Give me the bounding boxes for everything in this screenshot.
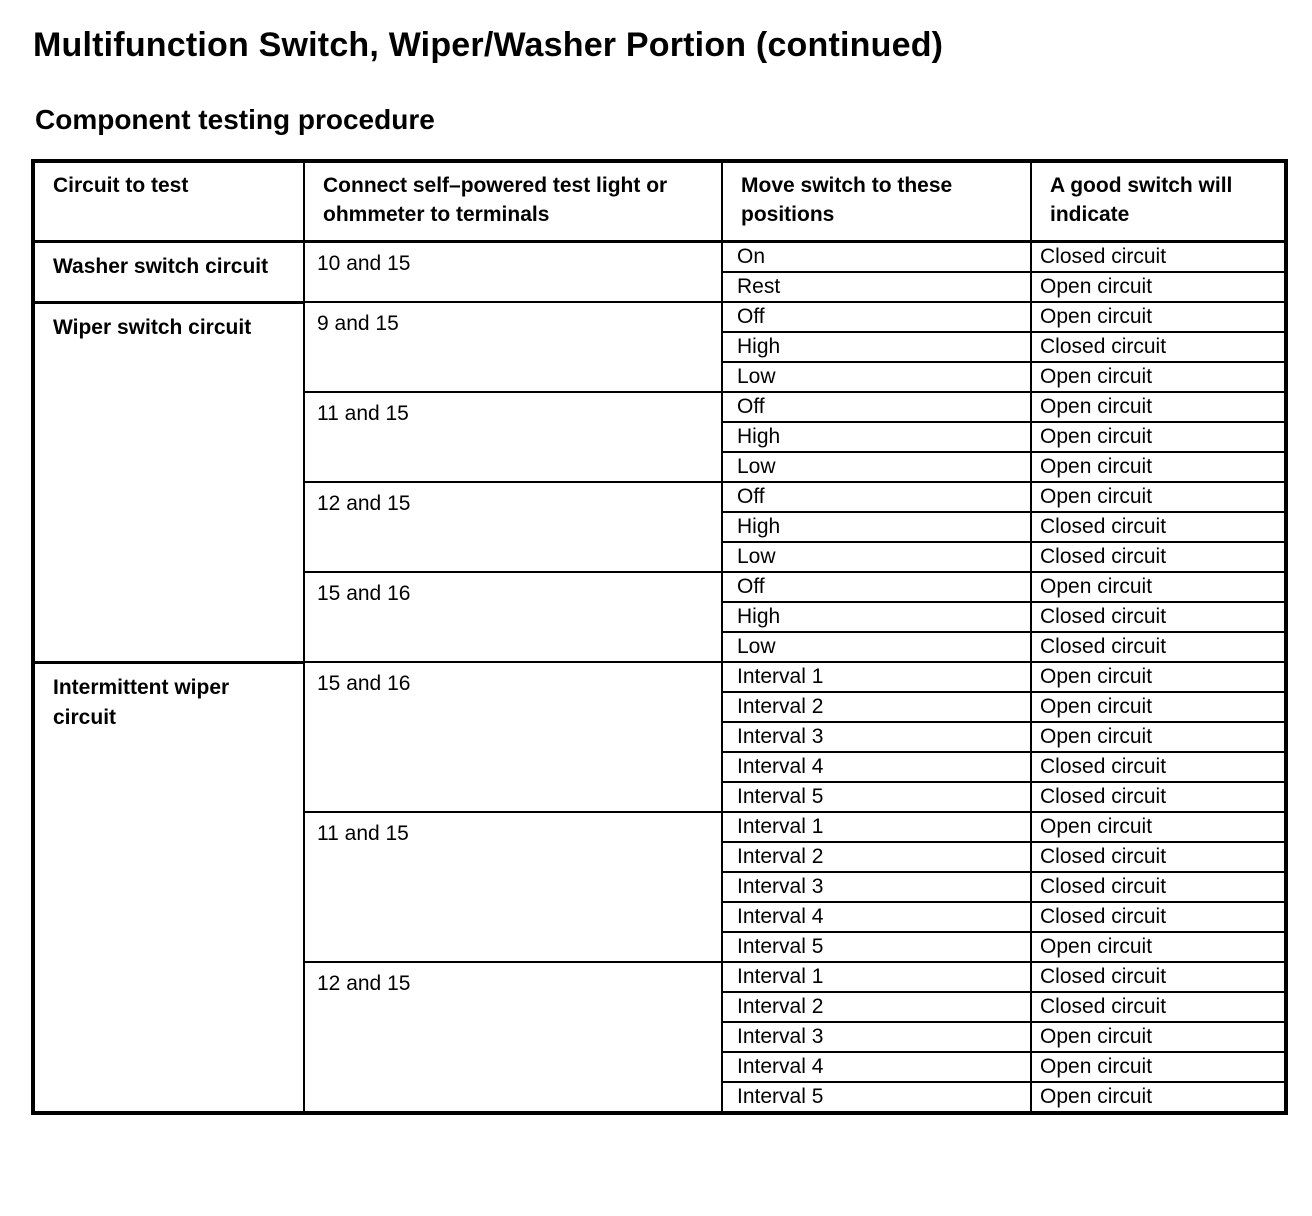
- result-cell: Open circuit: [1031, 482, 1286, 512]
- position-cell: On: [722, 242, 1031, 273]
- result-cell: Closed circuit: [1031, 332, 1286, 362]
- position-cell: Low: [722, 632, 1031, 662]
- result-cell: Open circuit: [1031, 662, 1286, 692]
- position-cell: Interval 2: [722, 692, 1031, 722]
- result-cell: Closed circuit: [1031, 782, 1286, 812]
- section-title: Component testing procedure: [35, 104, 435, 135]
- terminals-cell: 15 and 16: [304, 662, 722, 812]
- terminals-cell: 12 and 15: [304, 482, 722, 572]
- header-positions: Move switch to these positions: [722, 161, 1031, 242]
- position-cell: Interval 3: [722, 872, 1031, 902]
- position-cell: Low: [722, 452, 1031, 482]
- result-cell: Closed circuit: [1031, 872, 1286, 902]
- position-cell: Low: [722, 362, 1031, 392]
- page-title: Multifunction Switch, Wiper/Washer Portion (continued): [33, 26, 944, 64]
- position-cell: Interval 4: [722, 1052, 1031, 1082]
- position-cell: Off: [722, 482, 1031, 512]
- position-cell: Interval 4: [722, 752, 1031, 782]
- result-cell: Closed circuit: [1031, 512, 1286, 542]
- result-cell: Open circuit: [1031, 272, 1286, 302]
- result-cell: Closed circuit: [1031, 242, 1286, 273]
- result-cell: Open circuit: [1031, 692, 1286, 722]
- result-cell: Open circuit: [1031, 422, 1286, 452]
- position-cell: High: [722, 422, 1031, 452]
- result-cell: Closed circuit: [1031, 842, 1286, 872]
- position-cell: Low: [722, 542, 1031, 572]
- result-cell: Open circuit: [1031, 392, 1286, 422]
- result-cell: Open circuit: [1031, 812, 1286, 842]
- result-cell: Closed circuit: [1031, 752, 1286, 782]
- circuit-cell: Wiper switch circuit: [33, 302, 304, 662]
- position-cell: Interval 5: [722, 1082, 1031, 1113]
- result-cell: Closed circuit: [1031, 542, 1286, 572]
- result-cell: Open circuit: [1031, 722, 1286, 752]
- terminals-cell: 12 and 15: [304, 962, 722, 1113]
- position-cell: Rest: [722, 272, 1031, 302]
- table-row: [33, 662, 1286, 692]
- position-cell: High: [722, 332, 1031, 362]
- result-cell: Open circuit: [1031, 572, 1286, 602]
- header-circuit: Circuit to test: [33, 161, 304, 242]
- header-row: [33, 161, 1286, 242]
- position-cell: Off: [722, 302, 1031, 332]
- testing-procedure-table: [31, 159, 1288, 1115]
- position-cell: High: [722, 602, 1031, 632]
- position-cell: Interval 3: [722, 722, 1031, 752]
- position-cell: Off: [722, 572, 1031, 602]
- result-cell: Closed circuit: [1031, 962, 1286, 992]
- position-cell: Interval 1: [722, 662, 1031, 692]
- result-cell: Open circuit: [1031, 1082, 1286, 1113]
- circuit-cell: Washer switch circuit: [33, 242, 304, 303]
- circuit-cell: Intermittent wiper circuit: [33, 662, 304, 1113]
- terminals-cell: 15 and 16: [304, 572, 722, 662]
- table-row: [33, 242, 1286, 273]
- result-cell: Open circuit: [1031, 362, 1286, 392]
- table-row: [33, 302, 1286, 332]
- terminals-cell: 10 and 15: [304, 242, 722, 303]
- terminals-cell: 11 and 15: [304, 812, 722, 962]
- position-cell: Interval 5: [722, 782, 1031, 812]
- terminals-cell: 9 and 15: [304, 302, 722, 392]
- position-cell: High: [722, 512, 1031, 542]
- position-cell: Off: [722, 392, 1031, 422]
- result-cell: Closed circuit: [1031, 902, 1286, 932]
- position-cell: Interval 2: [722, 992, 1031, 1022]
- result-cell: Open circuit: [1031, 1052, 1286, 1082]
- result-cell: Closed circuit: [1031, 632, 1286, 662]
- table-header: [33, 161, 1286, 242]
- terminals-cell: 11 and 15: [304, 392, 722, 482]
- position-cell: Interval 1: [722, 812, 1031, 842]
- header-terminals: Connect self–powered test light or ohmmeter to terminals: [304, 161, 722, 242]
- position-cell: Interval 1: [722, 962, 1031, 992]
- result-cell: Open circuit: [1031, 932, 1286, 962]
- result-cell: Open circuit: [1031, 302, 1286, 332]
- result-cell: Closed circuit: [1031, 992, 1286, 1022]
- table-body: [33, 242, 1286, 1114]
- result-cell: Open circuit: [1031, 1022, 1286, 1052]
- position-cell: Interval 4: [722, 902, 1031, 932]
- result-cell: Closed circuit: [1031, 602, 1286, 632]
- header-result: A good switch will indicate: [1031, 161, 1286, 242]
- position-cell: Interval 3: [722, 1022, 1031, 1052]
- result-cell: Open circuit: [1031, 452, 1286, 482]
- position-cell: Interval 2: [722, 842, 1031, 872]
- position-cell: Interval 5: [722, 932, 1031, 962]
